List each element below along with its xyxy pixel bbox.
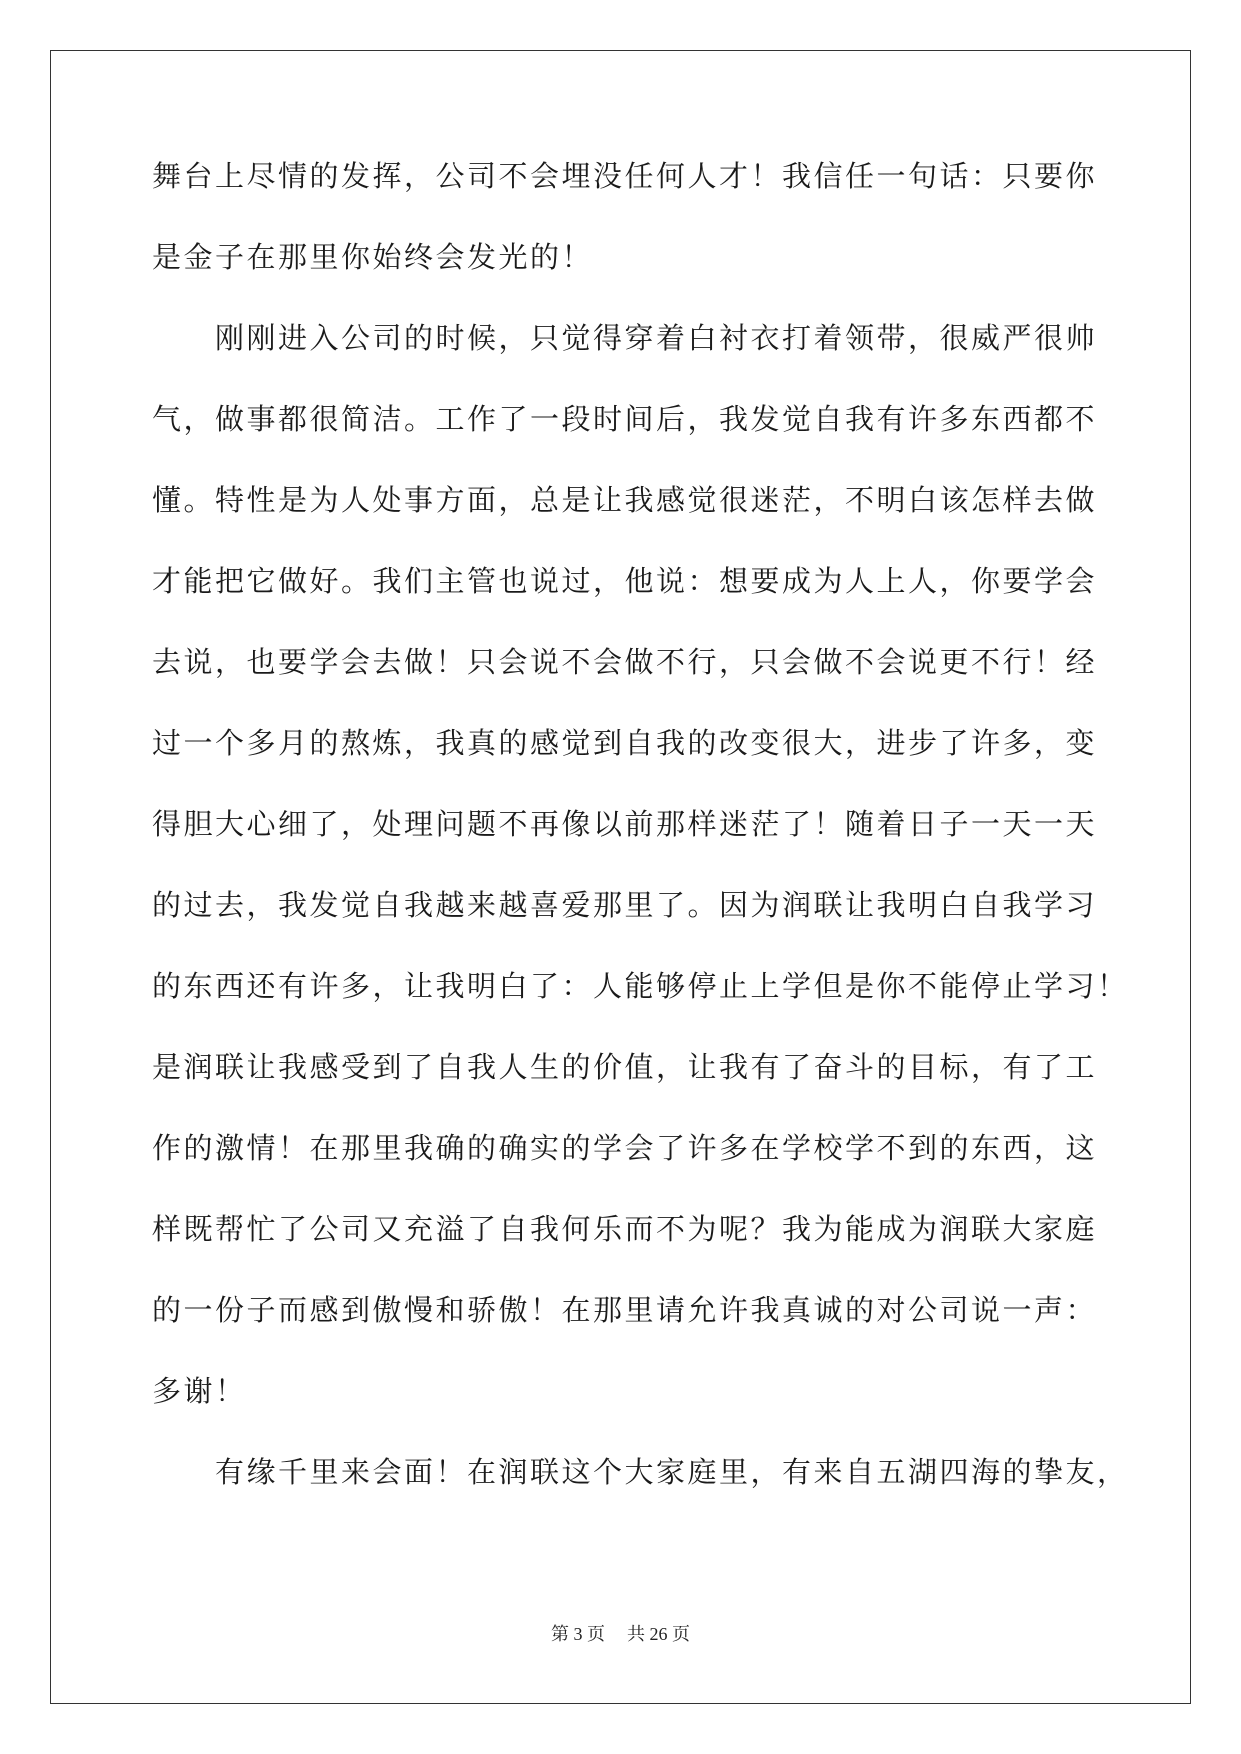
text-line: 是润联让我感受到了自我人生的价值，让我有了奋斗的目标，有了工 xyxy=(152,1050,1098,1084)
text-line: 是金子在那里你始终会发光的！ xyxy=(152,240,594,274)
text-line: 去说，也要学会去做！只会说不会做不行，只会做不会说更不行！经 xyxy=(152,645,1098,679)
page-footer xyxy=(0,1620,1241,1646)
page-number: 第 3 页 xyxy=(551,1624,605,1644)
text-line: 懂。特性是为人处事方面，总是让我感觉很迷茫，不明白该怎样去做 xyxy=(152,483,1098,517)
text-line: 的过去，我发觉自我越来越喜爱那里了。因为润联让我明白自我学习 xyxy=(152,888,1098,922)
text-line: 得胆大心细了，处理问题不再像以前那样迷茫了！随着日子一天一天 xyxy=(152,807,1098,841)
document-body xyxy=(152,159,1129,1537)
text-line: 气，做事都很简洁。工作了一段时间后，我发觉自我有许多东西都不 xyxy=(152,402,1098,436)
text-line: 过一个多月的熬炼，我真的感觉到自我的改变很大，进步了许多，变 xyxy=(152,726,1098,760)
text-line: 样既帮忙了公司又充溢了自我何乐而不为呢？我为能成为润联大家庭 xyxy=(152,1212,1098,1246)
text-line: 有缘千里来会面！在润联这个大家庭里，有来自五湖四海的挚友， xyxy=(152,1455,1129,1489)
text-line: 多谢！ xyxy=(152,1374,247,1408)
text-line: 作的激情！在那里我确的确实的学会了许多在学校学不到的东西，这 xyxy=(152,1131,1098,1165)
text-line: 的一份子而感到傲慢和骄傲！在那里请允许我真诚的对公司说一声： xyxy=(152,1293,1098,1327)
text-line: 刚刚进入公司的时候，只觉得穿着白衬衣打着领带，很威严很帅 xyxy=(152,321,1098,355)
text-line: 舞台上尽情的发挥，公司不会埋没任何人才！我信任一句话：只要你 xyxy=(152,159,1098,193)
page-total: 共 26 页 xyxy=(627,1624,690,1644)
text-line: 才能把它做好。我们主管也说过，他说：想要成为人上人，你要学会 xyxy=(152,564,1098,598)
text-line: 的东西还有许多，让我明白了：人能够停止上学但是你不能停止学习！ xyxy=(152,969,1129,1003)
